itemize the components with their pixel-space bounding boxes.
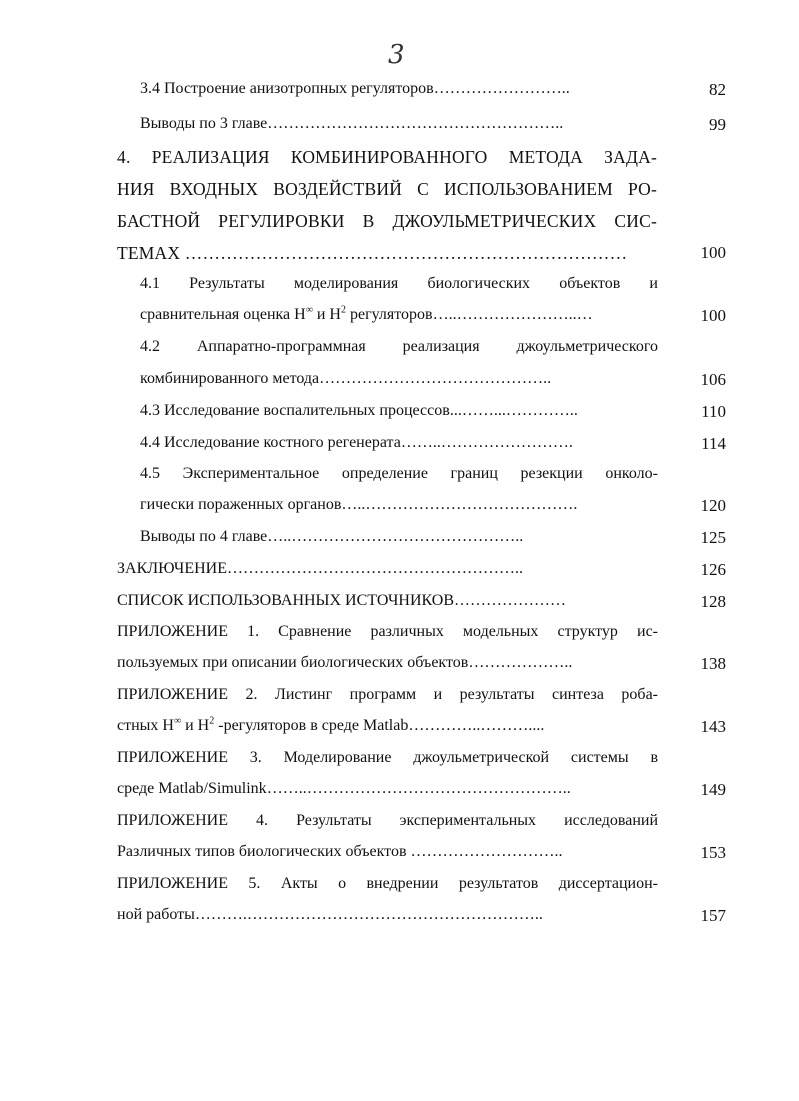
toc-entry-appendix-5[interactable] (117, 875, 658, 893)
entry-title-line: гически пораженных органов (140, 496, 342, 513)
toc-entry-appendix-2[interactable] (117, 686, 658, 704)
entry-title-line: и H (312, 306, 341, 323)
toc-entry-4-1[interactable] (140, 275, 658, 293)
entry-title: Выводы по 3 главе (140, 115, 268, 132)
page-number: 120 (700, 496, 726, 515)
toc-entry-conclusion[interactable] (117, 560, 523, 578)
toc-entry-appendix-5-line-2 (117, 906, 543, 924)
toc-entry-appendix-3-line-2 (117, 780, 571, 798)
chapter-title-line: БАСТНОЙ РЕГУЛИРОВКИ В ДЖОУЛЬМЕТРИЧЕСКИХ СИС- (117, 211, 657, 231)
entry-title-line: сравнительная оценка H (140, 306, 306, 323)
entry-title-line: 4.1 Результаты моделирования биологических объектов и (140, 275, 658, 292)
entry-title: 3.4 Построение анизотропных регуляторов (140, 80, 434, 97)
superscript-two: 2 (209, 715, 215, 727)
leader-dots: ………………………………………………………………… (184, 243, 628, 263)
toc-entry-4-5[interactable] (140, 465, 658, 483)
page-number: 100 (700, 243, 726, 262)
toc-chapter-4-line-3 (117, 211, 657, 232)
page-number: 128 (700, 592, 726, 611)
toc-entry-appendix-2-line-2 (117, 717, 544, 735)
toc-entry-4-2[interactable] (140, 338, 658, 356)
leader-dots: ……………………………………………….. (226, 560, 523, 577)
entry-title-line: ной работы (117, 906, 195, 923)
entry-title-line: Различных типов биологических объектов (117, 843, 411, 860)
toc-entry-4-3[interactable] (140, 402, 578, 420)
page-number: 110 (701, 402, 726, 421)
toc-chapter-4-line-4 (117, 243, 627, 264)
leader-dots: …..…………………..… (432, 306, 593, 323)
toc-entry-appendix-4[interactable] (117, 812, 658, 830)
leader-dots: …………………………………….. (319, 370, 552, 387)
toc-entry-conclusions-4[interactable] (140, 528, 523, 546)
superscript-infinity: ∞ (305, 304, 313, 316)
entry-title-line: ПРИЛОЖЕНИЕ 2. Листинг программ и результаты синтеза роба- (117, 686, 658, 703)
entry-title: 4.3 Исследование воспалительных процессов (140, 402, 450, 419)
page-number: 114 (701, 434, 726, 453)
entry-title-line: комбинированного метода (140, 370, 320, 387)
entry-title: 4.4 Исследование костного регенерата (140, 434, 401, 451)
toc-entry-appendix-1[interactable] (117, 623, 658, 641)
chapter-title-line: ТЕМАХ (117, 243, 181, 263)
toc-entry-4-4[interactable] (140, 434, 573, 452)
entry-title: Выводы по 4 главе (140, 528, 268, 545)
entry-title-line: ПРИЛОЖЕНИЕ 4. Результаты экспериментальных исследований (117, 812, 658, 829)
page-number: 138 (700, 654, 726, 673)
page-number: 143 (700, 717, 726, 736)
leader-dots: ……..……………………. (400, 434, 573, 451)
toc-entry-4-5-line-2 (140, 496, 577, 514)
leader-dots: ……….……………………………………………….. (194, 906, 543, 923)
entry-title-line: среде Matlab/Simulink (117, 780, 267, 797)
toc-entry-4-2-line-2 (140, 370, 551, 388)
toc-entry-3-4[interactable] (140, 80, 660, 98)
entry-title-line: регуляторов (345, 306, 433, 323)
toc-chapter-4-line-1[interactable] (117, 147, 657, 168)
leader-dots: …..…………………………………….. (267, 528, 524, 545)
entry-title-line: ПРИЛОЖЕНИЕ 5. Акты о внедрении результатов диссертацион- (117, 875, 658, 892)
leader-dots: …..…………………………………. (341, 496, 578, 513)
superscript-two: 2 (340, 304, 346, 316)
leader-dots: …………..……….... (408, 717, 545, 734)
toc-entry-sources[interactable] (117, 592, 566, 610)
entry-title-line: пользуемых при описании биологических объектов (117, 654, 469, 671)
superscript-infinity: ∞ (173, 715, 182, 727)
leader-dots: ……..………………………………………….. (266, 780, 571, 797)
page-number: 100 (700, 306, 726, 325)
page-number: 99 (709, 115, 726, 134)
toc-entry-conclusions-3[interactable] (140, 115, 563, 133)
page-number: 149 (700, 780, 726, 799)
entry-title-line: 4.2 Аппаратно-программная реализация джоульметрического (140, 338, 658, 355)
entry-title-line: и H (181, 717, 210, 734)
page-number: 106 (700, 370, 726, 389)
entry-title-line: стных H (117, 717, 174, 734)
chapter-title-line: НИЯ ВХОДНЫХ ВОЗДЕЙСТВИЙ С ИСПОЛЬЗОВАНИЕМ РО- (117, 179, 657, 199)
toc-chapter-4-line-2 (117, 179, 657, 200)
entry-title: ЗАКЛЮЧЕНИЕ (117, 560, 227, 577)
handwritten-page-number: 3 (388, 40, 405, 70)
leader-dots: ……………………………………………….. (267, 115, 564, 132)
leader-dots: ...……...………….. (449, 402, 578, 419)
toc-entry-appendix-4-line-2 (117, 843, 563, 861)
page-number: 82 (709, 80, 726, 99)
entry-title-line: 4.5 Экспериментальное определение границ резекции онколо- (140, 465, 658, 482)
toc-entry-4-1-line-2 (140, 306, 593, 324)
page-number: 125 (700, 528, 726, 547)
leader-dots: ……………………….. (410, 843, 563, 860)
toc-entry-appendix-3[interactable] (117, 749, 658, 767)
leader-dots: ………………… (454, 592, 567, 609)
page-number: 153 (700, 843, 726, 862)
chapter-title-line: 4. РЕАЛИЗАЦИЯ КОМБИНИРОВАННОГО МЕТОДА ЗАДА- (117, 147, 657, 167)
toc-entry-appendix-1-line-2 (117, 654, 572, 672)
page-number: 157 (700, 906, 726, 925)
entry-title: СПИСОК ИСПОЛЬЗОВАННЫХ ИСТОЧНИКОВ (117, 592, 455, 609)
entry-title-line: -регуляторов в среде Matlab (214, 717, 409, 734)
page-number: 126 (700, 560, 726, 579)
entry-title-line: ПРИЛОЖЕНИЕ 3. Моделирование джоульметрической системы в (117, 749, 658, 766)
entry-title-line: ПРИЛОЖЕНИЕ 1. Сравнение различных модельных структур ис- (117, 623, 658, 640)
leader-dots: ……………….. (468, 654, 573, 671)
leader-dots: …………………….. (433, 80, 570, 97)
